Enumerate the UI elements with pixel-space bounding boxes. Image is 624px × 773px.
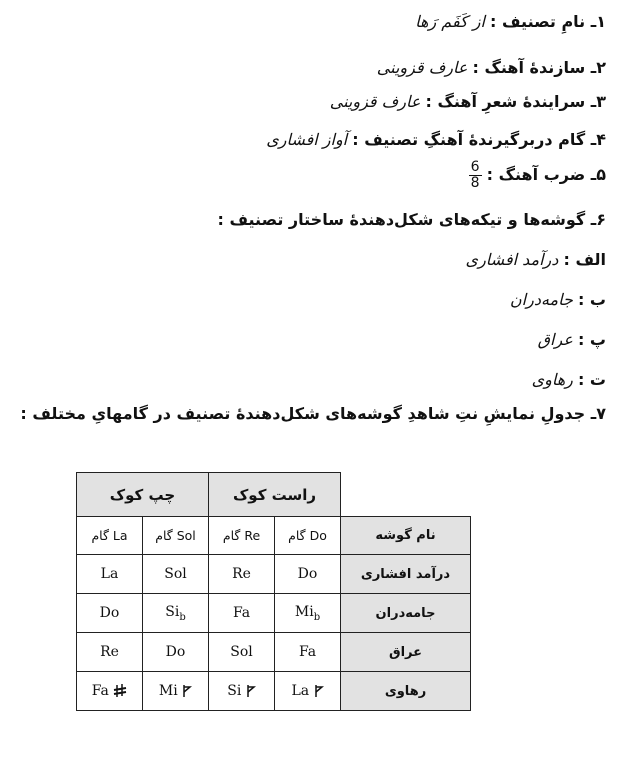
item-6a	[20, 250, 606, 269]
table-cell	[143, 594, 209, 633]
row-name: عراق	[341, 633, 471, 672]
item-label: پ :	[577, 330, 606, 349]
item-7	[20, 404, 606, 423]
table-group-header-row	[77, 473, 471, 517]
item-value: جامه‌دران	[509, 290, 573, 309]
table-corner-empty	[341, 473, 471, 517]
koron-icon	[246, 684, 256, 698]
col-header-la: گام La	[77, 517, 143, 555]
item-6	[20, 210, 606, 229]
table-column-header-row	[77, 517, 471, 555]
item-value: عارف قزوینی	[376, 58, 468, 77]
item-label: ۷ـ جدولِ نمایشِ نتِ شاهدِ گوشه‌های شکل‌دهندهٔ تصنیف در گامهایِ مختلف :	[20, 404, 606, 423]
item-3	[20, 92, 606, 111]
item-label: ۳ـ سرایندهٔ شعرِ آهنگ :	[425, 92, 606, 111]
item-label: ت :	[577, 370, 606, 389]
item-label: الف :	[563, 250, 606, 269]
table-cell	[275, 594, 341, 633]
table-cell: La	[77, 555, 143, 594]
table-row	[77, 594, 471, 633]
note-name: Si	[227, 683, 242, 699]
table-cell: Re	[209, 555, 275, 594]
table-cell: Fa	[275, 633, 341, 672]
table-cell: Sol	[143, 555, 209, 594]
table-cell: Do	[143, 633, 209, 672]
time-signature	[469, 160, 482, 191]
item-value: درآمد افشاری	[465, 250, 559, 269]
note-name: Fa	[91, 683, 109, 699]
col-header-sol: گام Sol	[143, 517, 209, 555]
table-cell: Do	[275, 555, 341, 594]
item-value: عارف قزوینی	[329, 92, 421, 111]
item-label: ۴ـ گام دربرگیرندهٔ آهنگِ تصنیف :	[352, 130, 606, 149]
item-value: از کَفَم رَها	[415, 12, 485, 31]
koron-icon	[182, 684, 192, 698]
table-cell	[275, 672, 341, 711]
item-label: ۱ـ نامِ تصنیف :	[490, 12, 606, 31]
time-signature-numerator: 6	[470, 159, 480, 175]
row-name: جامه‌دران	[341, 594, 471, 633]
item-value: عراق	[537, 330, 573, 349]
table-cell	[209, 672, 275, 711]
koron-icon	[314, 684, 324, 698]
flat-accidental: b	[179, 611, 186, 623]
item-5	[20, 160, 606, 191]
item-1	[20, 12, 606, 31]
item-label: ۵ـ ضرب آهنگ :	[486, 165, 606, 184]
sori-icon	[113, 684, 127, 698]
item-label: ب :	[577, 290, 606, 309]
row-header-label: نام گوشه	[341, 517, 471, 555]
row-name: درآمد افشاری	[341, 555, 471, 594]
item-value: آواز افشاری	[266, 130, 348, 149]
group-header-left-tuning: چپ کوک	[77, 473, 209, 517]
note-name: Mi	[294, 603, 314, 620]
time-signature-denominator: 8	[470, 175, 480, 191]
item-label: ۶ـ گوشه‌ها و تیکه‌های شکل‌دهندهٔ ساختار تصنیف :	[217, 210, 606, 229]
item-6b	[20, 290, 606, 309]
item-6p	[20, 330, 606, 349]
col-header-re: گام Re	[209, 517, 275, 555]
flat-accidental: b	[313, 611, 321, 623]
notes-table	[76, 472, 471, 711]
item-6t	[20, 370, 606, 389]
item-value: رهاوی	[531, 370, 573, 389]
table-row	[77, 672, 471, 711]
note-name: Si	[165, 603, 180, 620]
note-name: La	[291, 683, 310, 699]
table-cell	[143, 672, 209, 711]
row-name: رهاوی	[341, 672, 471, 711]
note-name: Mi	[158, 683, 178, 699]
item-4	[20, 130, 606, 149]
table-cell	[77, 672, 143, 711]
table-row	[77, 633, 471, 672]
table-row	[77, 555, 471, 594]
table-cell: Sol	[209, 633, 275, 672]
table-cell: Re	[77, 633, 143, 672]
item-2	[20, 58, 606, 77]
table-cell: Fa	[209, 594, 275, 633]
item-label: ۲ـ سازندهٔ آهنگ :	[472, 58, 606, 77]
group-header-right-tuning: راست کوک	[209, 473, 341, 517]
table-cell: Do	[77, 594, 143, 633]
col-header-do: گام Do	[275, 517, 341, 555]
